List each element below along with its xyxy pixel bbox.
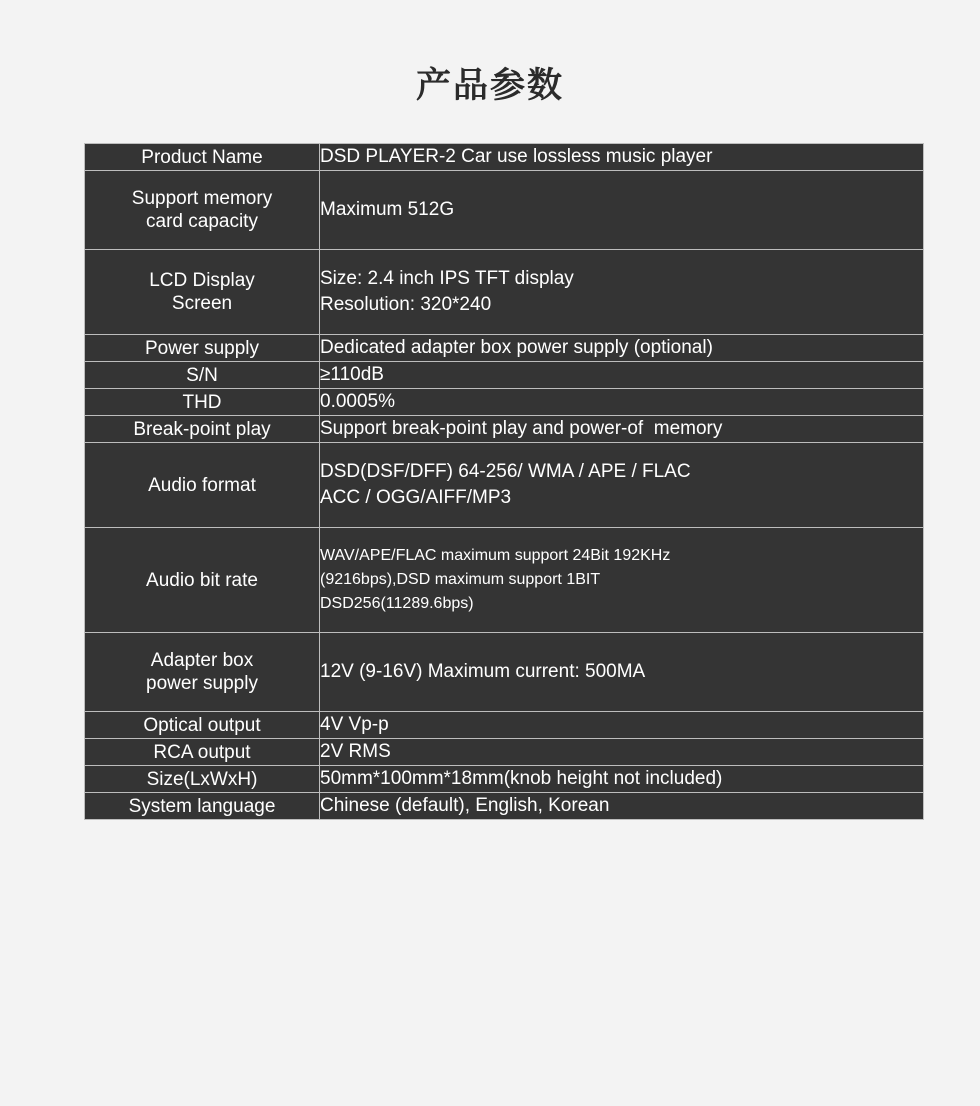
spec-label-line: S/N [186, 364, 218, 386]
page-title: 产品参数 [415, 66, 564, 106]
spec-table-container [84, 143, 924, 820]
spec-value-line: ACC / OGG/AIFF/MP3 [320, 487, 512, 508]
spec-row [85, 335, 924, 362]
spec-row [85, 362, 924, 389]
spec-row [85, 171, 924, 250]
spec-label [85, 793, 320, 820]
spec-label [85, 416, 320, 443]
spec-value-line: DSD PLAYER-2 Car use lossless music player [320, 146, 713, 167]
spec-row [85, 416, 924, 443]
spec-label-line: Size(LxWxH) [146, 768, 258, 790]
spec-label-line: Audio bit rate [146, 569, 258, 591]
spec-label [85, 144, 320, 171]
spec-value-line: 2V RMS [320, 741, 391, 762]
spec-label [85, 528, 320, 633]
spec-label-line: Power supply [144, 337, 260, 359]
spec-label [85, 712, 320, 739]
spec-row [85, 144, 924, 171]
spec-value [320, 633, 924, 712]
spec-row [85, 250, 924, 335]
spec-row [85, 528, 924, 633]
spec-value [320, 443, 924, 528]
spec-value-line: Dedicated adapter box power supply (optional) [320, 337, 713, 358]
spec-value-line: 12V (9-16V) Maximum current: 500MA [320, 661, 646, 682]
spec-value-line: 50mm*100mm*18mm(knob height not included) [320, 768, 723, 789]
spec-value [320, 362, 924, 389]
spec-label [85, 335, 320, 362]
spec-value [320, 416, 924, 443]
spec-value-line: Support break-point play and power-of memory [320, 418, 723, 439]
spec-row [85, 443, 924, 528]
spec-label [85, 362, 320, 389]
spec-value-line: (9216bps),DSD maximum support 1BIT [320, 571, 601, 588]
spec-label [85, 171, 320, 250]
spec-value [320, 389, 924, 416]
spec-row [85, 389, 924, 416]
spec-row [85, 766, 924, 793]
spec-label [85, 766, 320, 793]
spec-value-line: Resolution: 320*240 [320, 294, 492, 315]
spec-value [320, 528, 924, 633]
spec-value [320, 335, 924, 362]
spec-label-line: card capacity [146, 211, 258, 232]
spec-label-line: Support memory [131, 188, 273, 209]
spec-label-line: RCA output [153, 741, 251, 763]
spec-label-line: Screen [171, 293, 233, 314]
spec-label [85, 443, 320, 528]
spec-label-line: THD [182, 391, 222, 413]
spec-row [85, 633, 924, 712]
spec-value-line: 0.0005% [320, 391, 396, 412]
spec-label-line: System language [128, 795, 276, 817]
spec-row [85, 739, 924, 766]
spec-value-line: Size: 2.4 inch IPS TFT display [320, 268, 574, 289]
spec-value [320, 171, 924, 250]
spec-label-line: Product Name [141, 146, 263, 168]
spec-label-line: Optical output [143, 714, 261, 736]
spec-label-line: LCD Display [149, 270, 255, 291]
spec-label-line: Adapter box [150, 650, 254, 671]
spec-value [320, 712, 924, 739]
spec-value [320, 739, 924, 766]
spec-value-line: DSD256(11289.6bps) [320, 595, 474, 612]
spec-value [320, 766, 924, 793]
spec-value [320, 250, 924, 335]
spec-value [320, 793, 924, 820]
spec-value-line: 4V Vp-p [320, 714, 389, 735]
spec-row [85, 793, 924, 820]
spec-value [320, 144, 924, 171]
spec-label-line: Audio format [148, 474, 256, 496]
spec-label [85, 739, 320, 766]
spec-label [85, 389, 320, 416]
spec-value-line: WAV/APE/FLAC maximum support 24Bit 192KHz [320, 547, 671, 564]
spec-value-line: Maximum 512G [320, 199, 455, 220]
spec-label-line: Break-point play [133, 418, 271, 440]
spec-label-line: power supply [146, 673, 258, 694]
spec-value-line: DSD(DSF/DFF) 64-256/ WMA / APE / FLAC [320, 461, 691, 482]
spec-table-body [85, 144, 924, 820]
spec-value-line: ≥110dB [320, 364, 384, 385]
spec-table [84, 143, 924, 820]
spec-value-line: Chinese (default), English, Korean [320, 795, 610, 816]
spec-label [85, 633, 320, 712]
spec-row [85, 712, 924, 739]
spec-label [85, 250, 320, 335]
